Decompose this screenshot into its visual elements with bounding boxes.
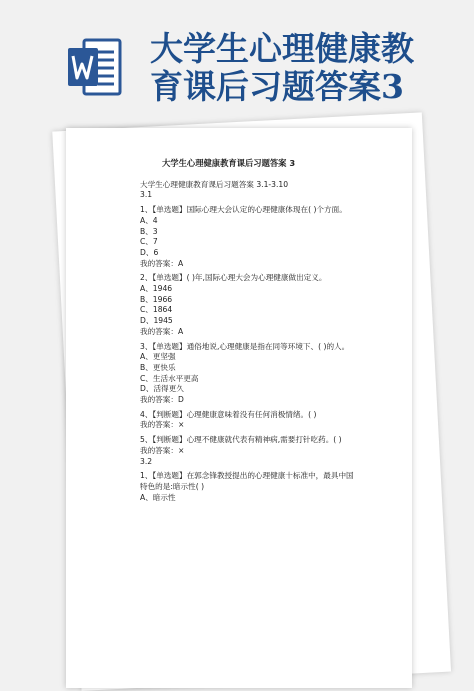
document-content bbox=[140, 158, 400, 503]
document-line: 特色的是:暗示性( ) bbox=[140, 481, 205, 491]
document-line: 我的答案：× bbox=[140, 420, 185, 430]
document-line: 我的答案：D bbox=[140, 395, 184, 405]
document-page bbox=[66, 128, 412, 688]
document-line: A、1946 bbox=[140, 284, 173, 294]
document-line: D、1945 bbox=[140, 316, 173, 326]
document-line: 我的答案：A bbox=[140, 258, 184, 268]
document-line: B、1966 bbox=[140, 294, 173, 304]
document-line: D、6 bbox=[140, 247, 159, 257]
document-line: A、4 bbox=[140, 215, 158, 225]
document-line: A、更坚强 bbox=[140, 352, 176, 362]
document-line: B、更快乐 bbox=[140, 362, 176, 372]
document-line: 我的答案：A bbox=[140, 326, 184, 336]
document-lines bbox=[140, 180, 400, 504]
banner-title bbox=[150, 30, 460, 106]
document-line: 1、【单选题】在郭念锋教授提出的心理健康十标准中，最具中国 bbox=[140, 471, 354, 481]
document-line: 3.1 bbox=[140, 190, 153, 200]
banner bbox=[0, 0, 474, 120]
word-document-icon bbox=[68, 38, 122, 96]
banner-title-line1: 大学生心理健康教 bbox=[150, 29, 414, 68]
document-line: A、暗示性 bbox=[140, 492, 176, 502]
document-line: 3.2 bbox=[140, 456, 153, 466]
document-line: C、1864 bbox=[140, 305, 173, 315]
document-line: D、活得更久 bbox=[140, 384, 184, 394]
banner-title-line2: 育课后习题答案3 bbox=[150, 67, 404, 106]
document-line: 我的答案：× bbox=[140, 445, 185, 455]
document-line: C、7 bbox=[140, 237, 158, 247]
document-line: 2、【单选题】( )年,国际心理大会为心理健康做出定义。 bbox=[140, 273, 327, 283]
document-line: B、3 bbox=[140, 226, 158, 236]
document-title: 大学生心理健康教育课后习题答案 3 bbox=[162, 158, 296, 168]
document-line: 4、【判断题】心理健康意味着没有任何消极情绪。( ) bbox=[140, 409, 317, 419]
document-line: 5、【判断题】心理不健康就代表有精神病,需要打针吃药。( ) bbox=[140, 435, 342, 445]
document-line: 1、【单选题】国际心理大会认定的心理健康体现在( )个方面。 bbox=[140, 205, 347, 215]
document-line: 3、【单选题】通俗地说,心理健康是指在同等环境下、( )的人。 bbox=[140, 341, 350, 351]
document-line: 大学生心理健康教育课后习题答案 3.1-3.10 bbox=[140, 179, 289, 189]
document-line: C、生活水平更高 bbox=[140, 373, 199, 383]
